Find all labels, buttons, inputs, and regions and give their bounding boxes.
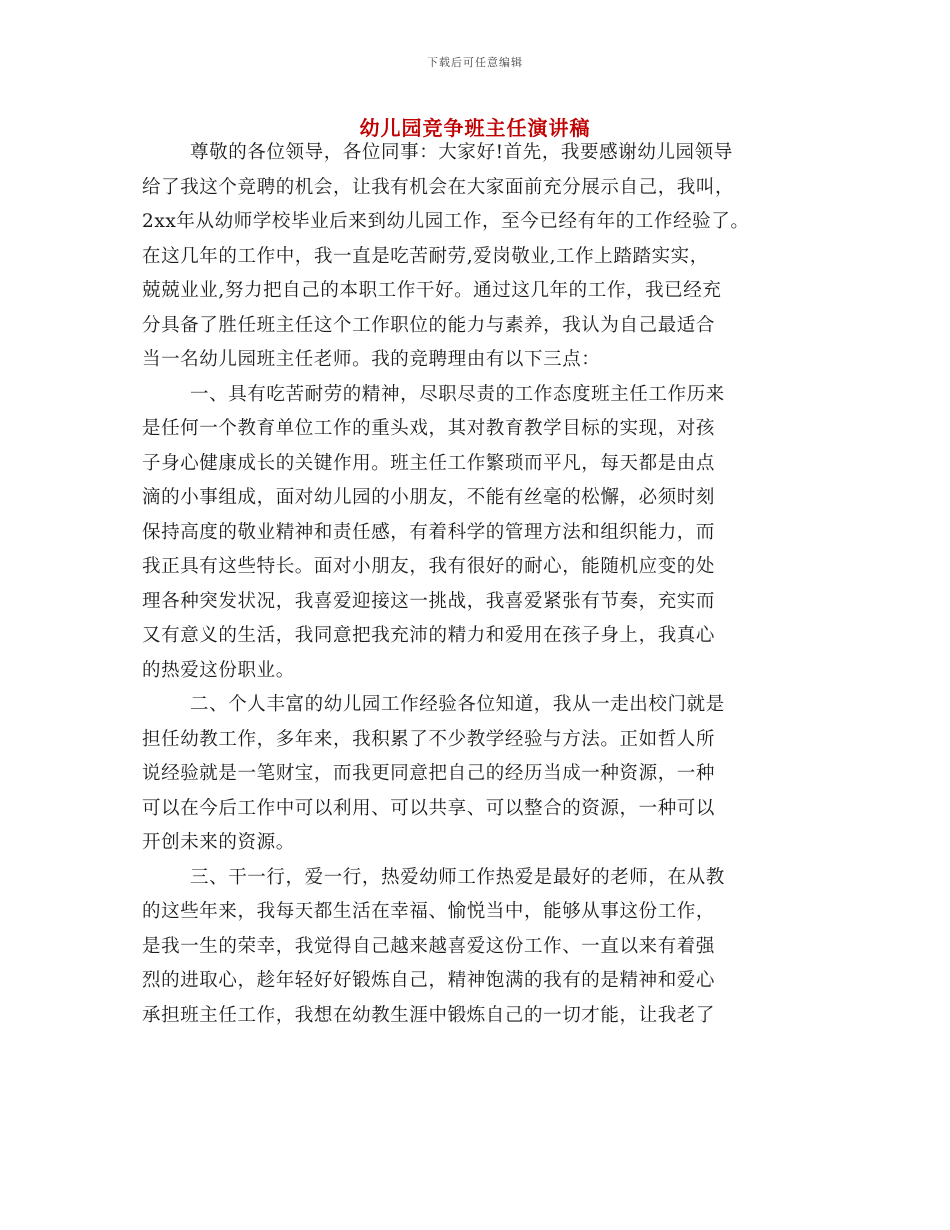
text-line: 的热爱这份职业。 xyxy=(142,659,295,681)
text-line: 二、个人丰富的幼儿园工作经验各位知道，我从一走出校门就是 xyxy=(190,694,725,715)
text-line: 子身心健康成长的关键作用。班主任工作繁琐而平凡，每天都是由点 xyxy=(142,452,716,474)
text-line: 尊敬的各位领导，各位同事：大家好!首先，我要感谢幼儿园领导 xyxy=(190,142,733,163)
text-line: 保持高度的敬业精神和责任感，有着科学的管理方法和组织能力，而 xyxy=(142,521,716,543)
text-line: 三、干一行，爱一行，热爱幼师工作热爱是最好的老师，在从教 xyxy=(190,866,725,888)
document-title: 幼儿园竞争班主任演讲稿 xyxy=(359,116,591,140)
text-line: 可以在今后工作中可以利用、可以共享、可以整合的资源，一种可以 xyxy=(142,797,716,819)
text-line: 担任幼教工作，多年来，我积累了不少教学经验与方法。正如哲人所 xyxy=(142,728,716,750)
text-line: 又有意义的生活，我同意把我充沛的精力和爱用在孩子身上，我真心 xyxy=(142,625,716,646)
text-line: 的这些年来，我每天都生活在幸福、愉悦当中，能够从事这份工作， xyxy=(142,901,716,922)
text-line: 兢兢业业,努力把自己的本职工作干好。通过这几年的工作，我已经充 xyxy=(142,280,722,301)
text-line: 当一名幼儿园班主任老师。我的竞聘理由有以下三点： xyxy=(142,349,601,370)
text-line: 在这几年的工作中，我一直是吃苦耐劳,爱岗敬业,工作上踏踏实实， xyxy=(142,245,709,267)
text-line: 说经验就是一笔财宝，而我更同意把自己的经历当成一种资源，一种 xyxy=(142,763,716,784)
text-line: 分具备了胜任班主任这个工作职位的能力与素养，我认为自己最适合 xyxy=(142,314,716,336)
text-line: 一、具有吃苦耐劳的精神，尽职尽责的工作态度班主任工作历来 xyxy=(190,383,725,405)
text-line: 理各种突发状况，我喜爱迎接这一挑战，我喜爱紧张有节奏，充实而 xyxy=(142,590,716,612)
text-line: 承担班主任工作，我想在幼教生涯中锻炼自己的一切才能，让我老了 xyxy=(142,1004,716,1026)
body-text xyxy=(142,136,832,1033)
text-line: 2xx年从幼师学校毕业后来到幼儿园工作，至今已经有年的工作经验了。 xyxy=(142,211,750,232)
text-line: 是任何一个教育单位工作的重头戏，其对教育教学目标的实现，对孩 xyxy=(142,418,716,439)
text-line: 滴的小事组成，面对幼儿园的小朋友，不能有丝毫的松懈，必须时刻 xyxy=(142,487,716,508)
header-note: 下载后可任意编辑 xyxy=(427,56,523,69)
text-line: 我正具有这些特长。面对小朋友，我有很好的耐心，能随机应变的处 xyxy=(142,556,716,577)
text-line: 开创未来的资源。 xyxy=(142,832,295,853)
text-line: 给了我这个竞聘的机会，让我有机会在大家面前充分展示自己，我叫， xyxy=(142,176,735,198)
text-line: 烈的进取心，趁年轻好好锻炼自己，精神饱满的我有的是精神和爱心 xyxy=(142,970,716,991)
text-line: 是我一生的荣幸，我觉得自己越来越喜爱这份工作、一直以来有着强 xyxy=(142,935,716,957)
